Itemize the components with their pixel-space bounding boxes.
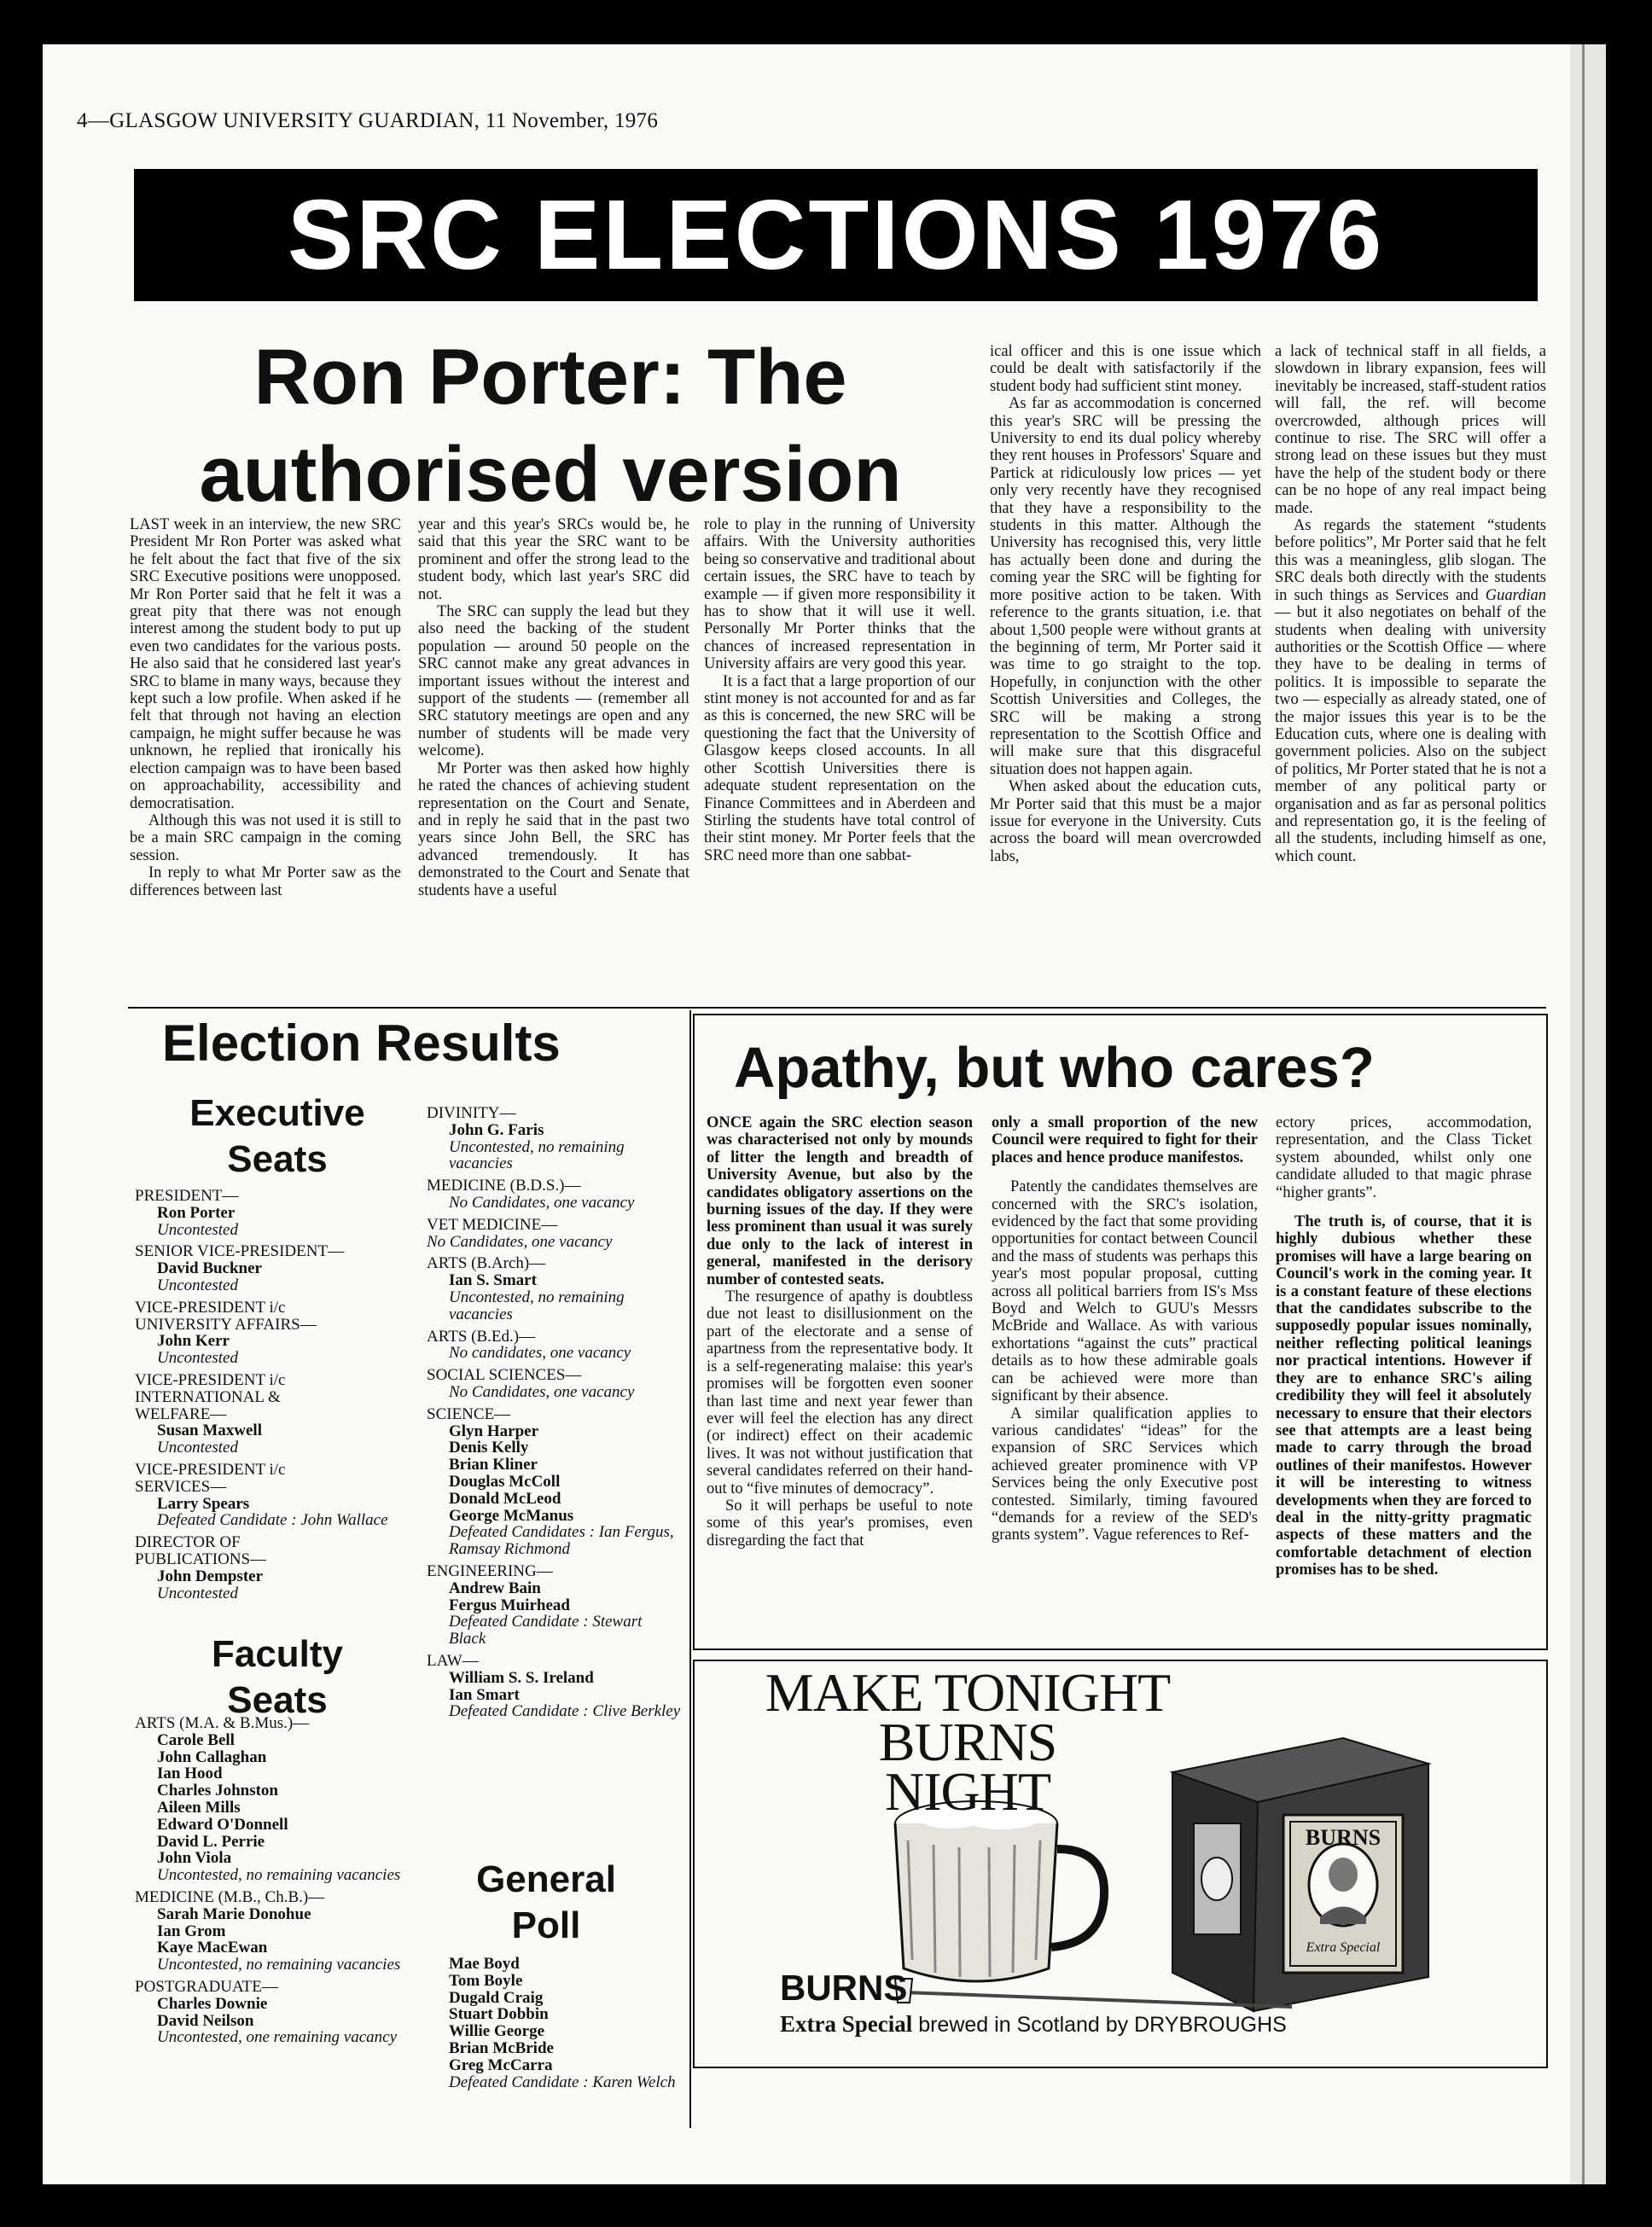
candidate-name: Donald McLeod (449, 1489, 561, 1508)
heading-line: Executive (189, 1092, 365, 1134)
advert-slogan (746, 1662, 1190, 1822)
heading-line: Seats (227, 1138, 328, 1180)
result-note: No Candidates, one vacancy (449, 1382, 635, 1401)
position-title: MEDICINE (M.B., Ch.B.)— (135, 1887, 325, 1906)
result-entry (135, 1462, 408, 1529)
executive-results-list (135, 1188, 408, 1607)
heading-line: Poll (511, 1904, 581, 1946)
beer-tankard-icon (895, 1801, 1104, 1981)
general-poll-results (427, 1956, 683, 2090)
advert-brand: BURNS (780, 1968, 908, 2008)
result-entry (135, 1372, 408, 1457)
candidate-name: Stuart Dobbin (449, 2005, 549, 2024)
result-note: Uncontested, no remaining vacancies (157, 1956, 401, 1974)
result-note: Defeated Candidates : Ian Fergus, Ramsay Richmond (449, 1523, 674, 1559)
candidate-name: Mae Boyd (449, 1955, 520, 1973)
results-heading: Election Results (162, 1015, 561, 1072)
result-note: Uncontested (157, 1439, 238, 1457)
candidate-name: Ian Hood (157, 1765, 223, 1783)
result-entry (135, 1300, 408, 1367)
result-entry (427, 1217, 683, 1251)
lead-headline-line1: Ron Porter: The (253, 334, 847, 421)
position-title: VICE-PRESIDENT i/c (135, 1460, 286, 1479)
result-entry (135, 1889, 408, 1974)
result-note: Uncontested (157, 1276, 238, 1294)
candidate-name: George McManus (449, 1506, 574, 1525)
position-title: PUBLICATIONS— (135, 1550, 267, 1568)
paragraph: A similar qualification applies to various candidates' “ideas” for the expansion of SRC Services which achieved greater prominence with VP Services being the only Executive post contested. Similarly, timing favoured “demands for a review of the SED's grants system”. Vague references to Ref- (992, 1404, 1258, 1544)
result-note: No Candidates, one vacancy (449, 1193, 635, 1212)
lead-headline (137, 329, 964, 523)
candidate-name: John Kerr (157, 1332, 230, 1351)
result-note: No candidates, one vacancy (449, 1344, 631, 1363)
position-title: WELFARE— (135, 1404, 227, 1423)
paragraph: role to play in the running of University affairs. With the University authorities being so conservative and traditional about certain issues, the SRC have to teach by example — if given more responsibility it has to show that it will use it well. Personally Mr Porter thinks that the chances of increased representation in University affairs are very good this year. (704, 516, 976, 673)
text-run: As regards the statement “students before politics”, Mr Porter said that he felt this was a meaningless, glib slogan. The SRC deals both directly with the students in such things as Services and (1275, 517, 1546, 604)
result-entry (427, 1367, 683, 1401)
result-note: Uncontested, no remaining vacancies (157, 1866, 401, 1885)
result-note: Uncontested, no remaining vacancies (449, 1137, 625, 1173)
candidate-name: Charles Johnston (157, 1782, 278, 1800)
result-entry (427, 1653, 683, 1720)
candidate-name: John G. Faris (449, 1120, 544, 1139)
position-title: ARTS (M.A. & B.Mus.)— (135, 1714, 310, 1732)
paragraph: As far as accommodation is concerned this year's SRC will be pressing the University to end its dual policy whereby they rent houses in Professors' Square and Partick at ridiculously low prices — yet only very recently have they recognised that they have a responsibility to the students in this matter. Although the University has recognised this, very little has actually been done and during the coming year the SRC will be fighting for more positive action to be taken. With reference to the grants situation, i.e. that about 1,500 people were without grants at the beginning of term, Mr Porter said it was time to go straight to the top. Hopefully, in conjunction with the other Scottish Universities and Colleges, the SRC will be making a strong representation to the Scottish Office and will make sure that this disgraceful situation does not happen again. (990, 395, 1261, 778)
candidate-name: Greg McCarra (449, 2055, 553, 2074)
position-title: SCIENCE— (427, 1404, 511, 1423)
lead-column-2 (418, 516, 689, 899)
position-title: SOCIAL SCIENCES— (427, 1366, 582, 1385)
lead-column-5 (1275, 343, 1546, 865)
result-note: Uncontested (157, 1584, 238, 1602)
paragraph: Patently the candidates themselves are concerned with the SRC's isolation, evidenced by the fact that some providing opportunities for contact between Council and the mass of students was perhaps this year's most popular proposal, cutting across all political barriers from IS's Mss Boyd and Welch to GUU's Messrs McBride and Wallace. As with various exhortations “against the cuts” practical details as to how these admirable goals can be achieved were more than significant by their absence. (992, 1178, 1258, 1405)
paragraph: So it will perhaps be useful to note some of this year's promises, even disregarding the fact that (707, 1497, 973, 1550)
beer-pack-icon (1172, 1738, 1428, 2011)
position-title: MEDICINE (B.D.S.)— (427, 1177, 581, 1195)
tagline-rest: brewed in Scotland by DRYBROUGHS (912, 2013, 1287, 2037)
candidate-name: William S. S. Ireland (449, 1668, 594, 1687)
heading-line: Seats (227, 1679, 328, 1721)
candidate-name: David Buckner (157, 1259, 262, 1278)
paragraph: year and this year's SRCs would be, he said that this year the SRC want to be prominent and offer the strong lead to the student body, which last year's SRC did not. (418, 516, 689, 603)
position-title: ARTS (B.Arch)— (427, 1254, 546, 1273)
paragraph: LAST week in an interview, the new SRC President Mr Ron Porter was asked what he felt about the fact that five of the six SRC Executive positions were unopposed. Mr Ron Porter said that he felt it was a great pity that there was not enough interest among the student body to put up even two candidates for the various posts. He also said that he considered last year's SRC to blame in many ways, because they kept such a low profile. When asked if he felt that through not having an election campaign, he might suffer because he was unknown, he replied that ironically his election campaign was to have been based on approachability, accessibility and democratisation. (130, 516, 401, 812)
result-entry (427, 1177, 683, 1212)
apathy-column-2 (992, 1114, 1258, 1544)
result-entry (427, 1563, 683, 1648)
candidate-name: Dugald Craig (449, 1988, 544, 2007)
slogan-line: MAKE TONIGHT (765, 1662, 1171, 1723)
burns-advertisement (693, 1660, 1548, 2068)
position-title: DIRECTOR OF (135, 1533, 241, 1552)
pack-sub-label: Extra Special (1306, 1940, 1381, 1955)
paragraph: ical officer and this is one issue which could be dealt with satisfactorily if the student body had sufficient stint money. (990, 343, 1261, 395)
candidate-name: Douglas McColl (449, 1472, 561, 1491)
result-entry (427, 1105, 683, 1172)
position-title: PRESIDENT— (135, 1187, 239, 1205)
result-entry (135, 1243, 408, 1294)
section-divider (128, 1007, 1546, 1009)
result-note: Defeated Candidate : John Wallace (157, 1511, 388, 1530)
paragraph: Although this was not used it is still to be a main SRC campaign in the coming session. (130, 811, 401, 864)
paragraph: The resurgence of apathy is doubtless due not least to disillusionment on the part of the electorate and a sense of apartness from the representative body. It is a self-regenerating malaise: this year's promises will be forgotten even sooner than last time and next year fewer than ever will feel the election has any direct (or indirect) effect on their academic lives. It was not without justification that several candidates referred on their hand-out to “five minutes of democracy”. (707, 1288, 973, 1497)
paragraph: ONCE again the SRC election season was characterised not only by mounds of litter the length and breadth of University Avenue, but also by the candidates obligatory assertions on the burning issues of the day. If they were less prominent than usual it was surely due only to the lack of interest in general, manifested in the derisory number of contested seats. (707, 1114, 973, 1288)
paragraph: a lack of technical staff in all fields, a slowdown in library expansion, fees will inevitably be increased, staff-student ratios will fall, the ref. will become overcrowded, although prices will continue to rise. The SRC will offer a strong lead on these issues but they must have the help of the student body or there can be no hope of any real impact being made. (1275, 343, 1546, 517)
result-note: Defeated Candidate : Stewart Black (449, 1613, 643, 1648)
candidate-name: Charles Downie (157, 1994, 268, 2013)
pack-label: BURNS (1305, 1825, 1382, 1850)
candidate-name: Willie George (449, 2022, 545, 2041)
position-title: ARTS (B.Ed.)— (427, 1327, 536, 1346)
faculty-seats-heading (158, 1631, 397, 1724)
publication-name: Guardian (1485, 586, 1546, 604)
executive-seats-heading (158, 1090, 397, 1183)
candidate-name: Ron Porter (157, 1203, 236, 1222)
candidate-name: Brian Kliner (449, 1456, 538, 1474)
paragraph: Mr Porter was then asked how highly he rated the chances of achieving student representation on the Court and Senate, and in reply he said that in the past two years since John Bell, the SRC has advanced tremendously. It has demonstrated to the Court and Senate that students have a useful (418, 759, 689, 899)
paragraph (1275, 517, 1546, 865)
lead-column-3 (704, 516, 975, 864)
candidate-name: Aileen Mills (157, 1798, 241, 1817)
candidate-name: Fergus Muirhead (449, 1596, 570, 1614)
apathy-column-1 (707, 1114, 973, 1550)
apathy-column-3 (1276, 1114, 1532, 1579)
candidate-name: Larry Spears (157, 1494, 250, 1513)
position-title: LAW— (427, 1651, 479, 1670)
result-entry (427, 1329, 683, 1363)
result-note: Uncontested (157, 1220, 238, 1239)
position-title: DIVINITY— (427, 1104, 516, 1122)
candidate-name: David Neilson (157, 2011, 254, 2030)
lead-headline-line2: authorised version (199, 431, 902, 518)
page-edge-binding (1570, 44, 1606, 2184)
result-entry (135, 1534, 408, 1602)
paragraph: The truth is, of course, that it is highly dubious whether these promises will have a large bearing on Council's work in the coming year. It is a constant feature of these elections that the candidates subscribe to the supposedly popular issues nominally, neither reflecting political leanings nor practical intentions. However if they are to enhance SRC's ailing credibility they will feel it absolutely necessary to ensure that their electors see that attempts are a least being made to carry through the broad outlines of their manifestos. However it will be interesting to witness developments when they are forced to deal in the nitty-gritty pragmatic aspects of these matters and the comfortable detachment of election promises has to be shed. (1276, 1213, 1532, 1579)
lead-column-1 (130, 516, 401, 899)
slogan-line: NIGHT (884, 1761, 1051, 1822)
lead-column-4 (990, 343, 1261, 865)
candidate-name: Carole Bell (157, 1730, 235, 1749)
candidate-name: John Callaghan (157, 1747, 267, 1766)
result-note: Uncontested, no remaining vacancies (449, 1288, 625, 1323)
slogan-line: BURNS (878, 1712, 1057, 1772)
candidate-name: Tom Boyle (449, 1971, 523, 1990)
paragraph: only a small proportion of the new Council were required to fight for their places and hence produce manifestos. (992, 1114, 1258, 1166)
faculty-results-right (427, 1105, 683, 1725)
position-title: SENIOR VICE-PRESIDENT— (135, 1242, 345, 1261)
candidate-name: John Dempster (157, 1567, 264, 1585)
position-title: VET MEDICINE— (427, 1215, 558, 1234)
tagline-bold: Extra Special (780, 2011, 913, 2037)
candidate-name: Brian McBride (449, 2038, 554, 2057)
column-divider (689, 1010, 691, 2128)
paragraph: When asked about the education cuts, Mr Porter said that this must be a major issue for everyone in the University. Cuts across the board will mean overcrowded labs, (990, 778, 1261, 865)
candidate-name: Glyn Harper (449, 1422, 539, 1440)
result-entry (427, 1255, 683, 1323)
position-title: ENGINEERING— (427, 1561, 553, 1580)
candidate-name: Sarah Marie Donohue (157, 1904, 311, 1923)
candidate-name: Ian Smart (449, 1685, 520, 1704)
paragraph: It is a fact that a large proportion of our stint money is not accounted for and as far as this is concerned, the new SRC will be questioning the fact that the University of Glasgow keeps closed accounts. In all other Scottish Universities there is adequate student representation on the Finance Committees and in Aberdeen and Stirling the students have total control of their stint money. Mr Porter feels that the SRC need more than one sabbat- (704, 672, 975, 864)
page-folio: 4—GLASGOW UNIVERSITY GUARDIAN, 11 November, 1976 (77, 109, 659, 132)
paragraph: The SRC can supply the lead but they also need the backing of the student population — around 50 people on the SRC cannot make any great advances in important issues without the interest and support of the students — (remember all SRC statutory meetings are open and any number of students will be made very welcome). (418, 603, 689, 760)
result-note: Uncontested (157, 1349, 238, 1368)
position-title: VICE-PRESIDENT i/c (135, 1298, 286, 1317)
paragraph: ectory prices, accommodation, representation, and the Class Ticket system abounded, whilst only one candidate alluded to that magic phrase “higher grants”. (1276, 1114, 1532, 1201)
section-banner: SRC ELECTIONS 1976 (134, 169, 1538, 301)
result-note: Defeated Candidate : Karen Welch (449, 2073, 676, 2091)
candidate-name: Edward O'Donnell (157, 1815, 288, 1834)
result-entry (135, 1715, 408, 1884)
result-note: Uncontested, one remaining vacancy (157, 2028, 398, 2047)
paragraph: In reply to what Mr Porter saw as the differences between last (130, 864, 401, 899)
result-note: No Candidates, one vacancy (427, 1232, 613, 1251)
candidate-name: Ian S. Smart (449, 1271, 537, 1290)
candidate-name: Denis Kelly (449, 1439, 529, 1457)
position-title: SERVICES— (135, 1477, 227, 1496)
apathy-headline: Apathy, but who cares? (734, 1036, 1375, 1100)
heading-line: General (476, 1858, 616, 1900)
candidate-name: Ian Grom (157, 1922, 226, 1940)
advert-tagline (780, 2011, 1287, 2038)
result-entry (135, 1188, 408, 1238)
position-title: UNIVERSITY AFFAIRS— (135, 1315, 317, 1334)
text-run: — but it also negotiates on behalf of the students when dealing with university authorities or the Scottish Office — where they have to be dealing in terms of politics. It is impossible to separate the two — especially as already stated, one of the major issues this year is to be the Education cuts, where one is dealing with government policies. Also on the subject of politics, Mr Porter stated that he is not a member of any political party or organisation and as far as personal politics and representation go, it is the feeling of all the students, including himself as one, which count. (1275, 604, 1546, 865)
candidate-name: Susan Maxwell (157, 1422, 262, 1440)
position-title: POSTGRADUATE— (135, 1977, 278, 1996)
candidate-name: Andrew Bain (449, 1579, 541, 1597)
result-entry (135, 1979, 408, 2046)
position-title: VICE-PRESIDENT i/c (135, 1370, 286, 1389)
result-entry (427, 1406, 683, 1558)
candidate-name: David L. Perrie (157, 1832, 265, 1851)
heading-line: Faculty (211, 1633, 344, 1675)
result-note: Defeated Candidate : Clive Berkley (449, 1702, 681, 1721)
candidate-name: Kaye MacEwan (157, 1939, 268, 1957)
faculty-results-left (135, 1715, 408, 2051)
candidate-name: John Viola (157, 1849, 232, 1868)
position-title: INTERNATIONAL & (135, 1387, 281, 1406)
general-poll-heading (435, 1857, 657, 1949)
